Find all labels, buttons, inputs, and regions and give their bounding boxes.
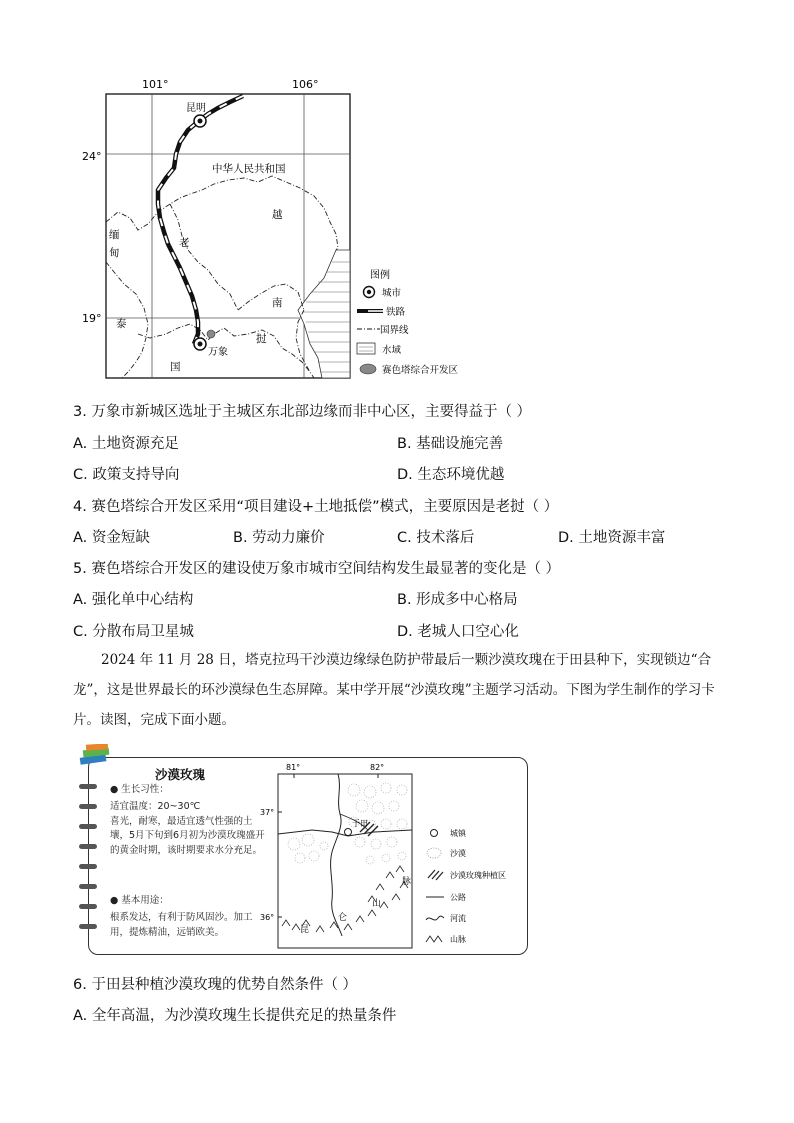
q4-option-c[interactable]: C. 技术落后 [397, 530, 475, 546]
svg-text:水域: 水域 [382, 345, 402, 356]
mountain-char-1: 昆 [300, 925, 310, 935]
label-myanmar-1: 缅 [109, 229, 120, 241]
q4-option-a[interactable]: A. 资金短缺 [73, 530, 150, 546]
question-4-stem: 4. 赛色塔综合开发区采用“项目建设+土地抵偿”模式，主要原因是老挝（ ） [73, 499, 559, 515]
svg-text:河流: 河流 [450, 914, 466, 923]
svg-text:公路: 公路 [450, 893, 466, 902]
city-kunming-label: 昆明 [186, 103, 206, 114]
svg-text:城镇: 城镇 [450, 829, 466, 838]
city-vientiane-label: 万象 [208, 347, 228, 358]
q4-option-b[interactable]: B. 劳动力廉价 [233, 530, 325, 546]
q5-option-d[interactable]: D. 老城人口空心化 [397, 624, 519, 640]
label-laos-2: 挝 [256, 333, 267, 345]
legend-water-icon [357, 343, 375, 354]
label-thailand-2: 国 [170, 361, 181, 373]
svg-text:沙漠玫瑰种植区: 沙漠玫瑰种植区 [450, 871, 506, 880]
q5-option-a[interactable]: A. 强化单中心结构 [73, 592, 194, 608]
town-yutian-marker [345, 829, 352, 836]
card-title: 沙漠玫瑰 [155, 767, 206, 782]
label-vietnam-1: 越 [272, 209, 283, 221]
question-5-stem: 5. 赛色塔综合开发区的建设使万象市城市空间结构发生最显著的变化是（ ） [73, 561, 561, 577]
svg-text:赛色塔综合开发区: 赛色塔综合开发区 [382, 365, 459, 376]
card-habit-heading: ● 生长习性： [110, 784, 169, 795]
lon-label-106: 106° [292, 78, 319, 91]
legend-mountain-icon [426, 936, 442, 942]
legend-title: 图例 [370, 270, 390, 281]
yutian-map [258, 760, 518, 952]
label-laos-1: 老 [179, 237, 190, 249]
legend-planting-icon [428, 870, 443, 880]
svg-text:铁路: 铁路 [386, 307, 406, 318]
q5-option-b[interactable]: B. 形成多中心格局 [397, 592, 518, 608]
q4-option-d[interactable]: D. 土地资源丰富 [558, 530, 666, 546]
lon-label-81: 81° [286, 763, 301, 772]
q3-option-d[interactable]: D. 生态环境优越 [397, 467, 505, 483]
q5-option-c[interactable]: C. 分散布局卫星城 [73, 624, 194, 640]
svg-text:沙漠: 沙漠 [450, 849, 466, 858]
yutian-map-legend [426, 828, 506, 944]
svg-text:国界线: 国界线 [380, 325, 409, 336]
q3-option-c[interactable]: C. 政策支持导向 [73, 467, 180, 483]
card-use-heading: ● 基本用途： [110, 895, 169, 906]
legend-river-icon [426, 916, 444, 920]
lat-label-19: 19° [82, 312, 102, 325]
laos-railway-map [78, 72, 478, 382]
label-vietnam-2: 南 [272, 297, 283, 309]
book-stack-icon [76, 744, 116, 770]
map1-legend [357, 268, 459, 376]
q3-option-a[interactable]: A. 土地资源充足 [73, 436, 179, 452]
town-yutian-label: 于田 [352, 819, 368, 828]
question-6-stem: 6. 于田县种植沙漠玫瑰的优势自然条件（ ） [73, 977, 358, 993]
card-use-text: 根系发达，有利于防风固沙。加工用，提炼精油，远销欧美。 [110, 912, 253, 938]
mountain-char-3: 山 [372, 899, 382, 909]
legend-zone-icon [360, 364, 376, 374]
legend-town-icon [431, 830, 438, 837]
mountain-char-2: 仑 [338, 913, 348, 923]
svg-text:城市: 城市 [382, 288, 402, 299]
q3-option-b[interactable]: B. 基础设施完善 [397, 436, 504, 452]
lat-label-37: 37° [260, 808, 275, 817]
intro-paragraph: 2024 年 11 月 28 日，塔克拉玛干沙漠边缘绿色防护带最后一颗沙漠玫瑰在于田县种下，实现锁边“合龙”，这是世界最长的环沙漠绿色生态屏障。某中学开展“沙漠玫瑰”主题学习活动。下图为学生制作的学习卡片。读图，完成下面小题。 [73, 652, 715, 728]
q6-option-a[interactable]: A. 全年高温，为沙漠玫瑰生长提供充足的热量条件 [73, 1008, 397, 1024]
svg-text:山脉: 山脉 [450, 935, 466, 944]
mountain-char-4: 脉 [402, 877, 412, 887]
lon-label-82: 82° [370, 763, 385, 772]
lat-label-36: 36° [260, 913, 275, 922]
question-3-stem: 3. 万象市新城区选址于主城区东北部边缘而非中心区，主要得益于（ ） [73, 404, 532, 420]
binder-rings [76, 780, 100, 940]
label-myanmar-2: 甸 [109, 247, 120, 259]
label-china: 中华人民共和国 [212, 163, 286, 175]
lat-label-24: 24° [82, 150, 102, 163]
label-thailand-1: 泰 [116, 318, 127, 330]
lon-label-101: 101° [142, 78, 169, 91]
saysettha-zone-marker [207, 330, 215, 338]
card-habit-text: 适宜温度：20~30℃ 喜光，耐寒，最适宜透气性强的土壤，5月下旬到6月初为沙漠玫瑰盛开的黄金时期，该时期要求水分充足。 [110, 801, 265, 856]
legend-desert-icon [427, 848, 441, 858]
